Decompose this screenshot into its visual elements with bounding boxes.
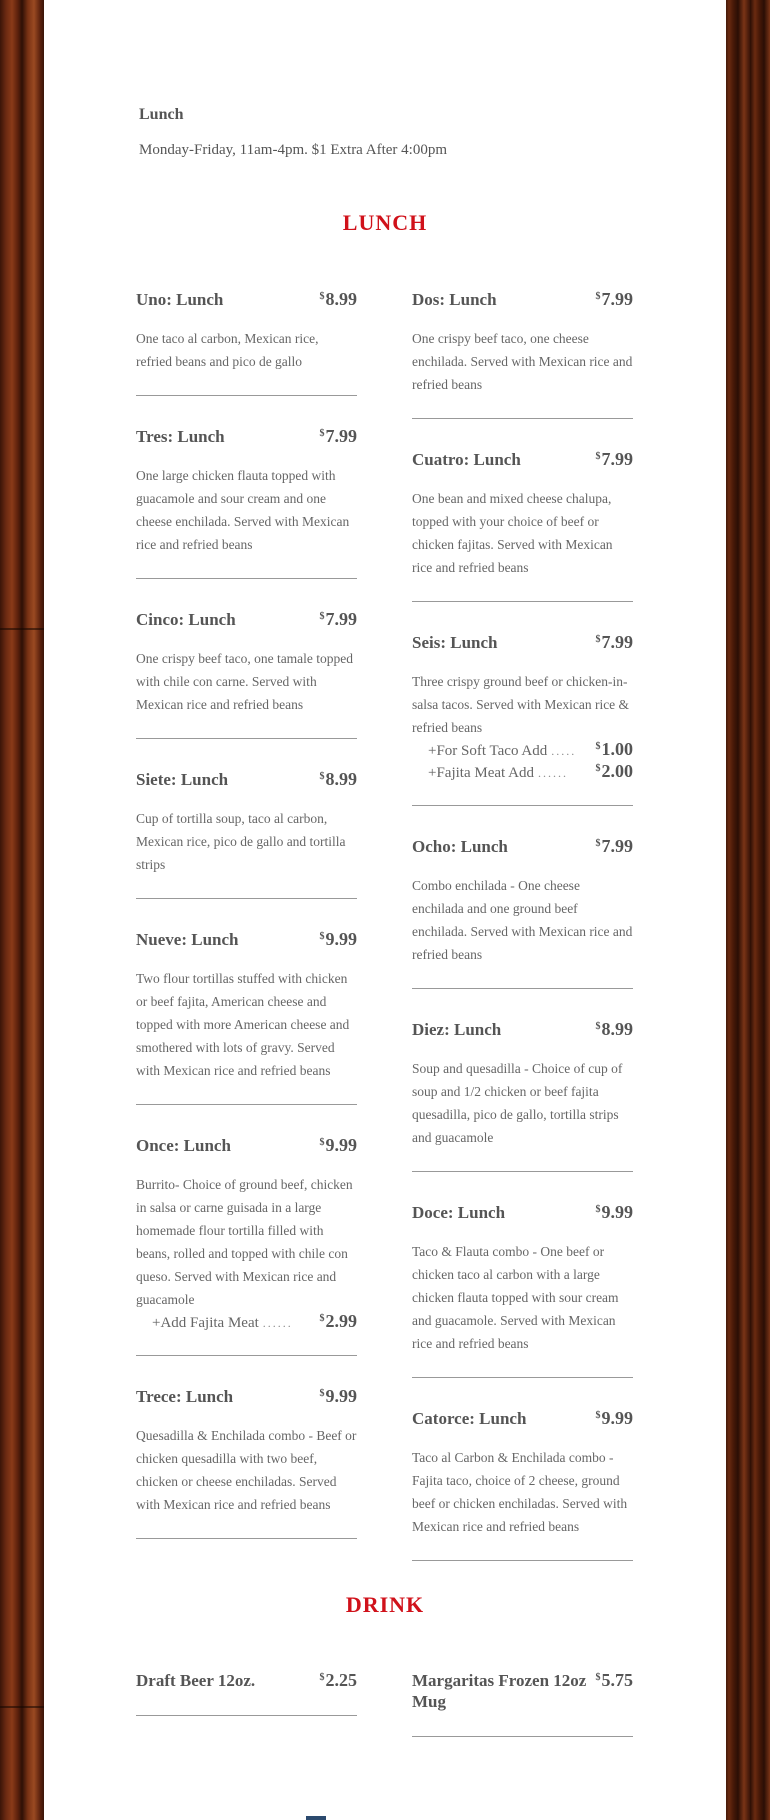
menu-item (136, 609, 357, 739)
item-header (136, 1135, 357, 1156)
item-description: Two flour tortillas stuffed with chicken or beef fajita, American cheese and topped with more American cheese and smothered with lots of gravy. Served with Mexican rice and refried beans (136, 971, 350, 1078)
currency-symbol: $ (595, 634, 601, 645)
menu-item (412, 449, 633, 602)
price-value: 5.75 (601, 1670, 633, 1690)
item-header (412, 1202, 633, 1223)
currency-symbol: $ (319, 1313, 325, 1324)
item-description: Three crispy ground beef or chicken-in-salsa tacos. Served with Mexican rice & refried beans (412, 674, 630, 735)
item-name: Nueve: Lunch (136, 930, 239, 949)
menu-item (412, 1202, 633, 1378)
currency-symbol: $ (319, 1388, 325, 1399)
item-header (136, 426, 357, 447)
item-name: Cinco: Lunch (136, 610, 236, 629)
item-price (320, 1670, 358, 1691)
currency-symbol: $ (595, 451, 601, 462)
item-price (596, 449, 634, 470)
item-name: Diez: Lunch (412, 1020, 502, 1039)
menu-item (136, 289, 357, 396)
price-value: 7.99 (325, 426, 357, 446)
price-value: 7.99 (325, 609, 357, 629)
lunch-column-left (136, 289, 357, 1569)
addon-label: +Fajita Meat Add (428, 765, 534, 781)
item-name: Dos: Lunch (412, 290, 497, 309)
wood-background-right (724, 0, 770, 1820)
currency-symbol: $ (595, 291, 601, 302)
item-description: One bean and mixed cheese chalupa, topped with your choice of beef or chicken fajitas. Served with Mexican rice and refried beans (412, 491, 613, 575)
price-value: 1.00 (601, 739, 633, 759)
currency-symbol: $ (319, 1137, 325, 1148)
item-price (320, 769, 358, 790)
price-value: 9.99 (325, 1386, 357, 1406)
menu-item (412, 289, 633, 419)
currency-symbol: $ (595, 1021, 601, 1032)
drink-column-right (412, 1670, 633, 1737)
item-header (412, 1670, 633, 1712)
price-value: 7.99 (601, 836, 633, 856)
drink-column-left (136, 1670, 357, 1716)
price-value: 9.99 (325, 1135, 357, 1155)
section-title-drink: DRINK (345, 1592, 425, 1617)
menu-item (412, 1408, 633, 1561)
currency-symbol: $ (595, 741, 601, 752)
menu-page (44, 0, 726, 1820)
item-description: One large chicken flauta topped with guacamole and sour cream and one cheese enchilada. Served with Mexican rice and refried beans (136, 468, 350, 552)
item-header (136, 1670, 357, 1691)
price-value: 7.99 (601, 632, 633, 652)
item-header (136, 609, 357, 630)
price-value: 8.99 (601, 1019, 633, 1039)
item-description: Taco al Carbon & Enchilada combo - Fajita taco, choice of 2 cheese, ground beef or chicken enchiladas. Served with Mexican rice and refried beans (412, 1450, 628, 1534)
item-description: One crispy beef taco, one tamale topped with chile con carne. Served with Mexican rice and refried beans (136, 651, 354, 712)
addon-row (412, 761, 633, 783)
item-description: Quesadilla & Enchilada combo - Beef or chicken quesadilla with two beef, chicken or cheese enchiladas. Served with Mexican rice and refried beans (136, 1428, 357, 1512)
item-name: Margaritas Frozen 12oz Mug (412, 1671, 587, 1711)
addon-dots: ...... (537, 766, 568, 780)
lunch-column-right (412, 289, 633, 1591)
currency-symbol: $ (319, 611, 325, 622)
item-name: Trece: Lunch (136, 1387, 234, 1406)
menu-item (136, 929, 357, 1105)
item-description: One crispy beef taco, one cheese enchilada. Served with Mexican rice and refried beans (412, 331, 633, 392)
price-value: 8.99 (325, 769, 357, 789)
price-value: 2.99 (325, 1311, 357, 1331)
item-header (136, 289, 357, 310)
item-name: Uno: Lunch (136, 290, 224, 309)
menu-title: Lunch (139, 106, 184, 123)
item-description: Burrito- Choice of ground beef, chicken in salsa or carne guisada in a large homemade flour tortilla filled with beans, rolled and topped with chile con queso. Served with Mexican rice and guacamole (136, 1177, 353, 1307)
item-header (136, 769, 357, 790)
menu-item (136, 1670, 357, 1716)
currency-symbol: $ (319, 931, 325, 942)
item-price (596, 761, 634, 782)
item-header (136, 929, 357, 950)
price-value: 2.00 (601, 761, 633, 781)
item-price (596, 1202, 634, 1223)
addon-dots: ..... (551, 744, 577, 758)
social-icon[interactable] (306, 1816, 326, 1820)
menu-header (139, 106, 447, 159)
addon-row (136, 1311, 357, 1333)
currency-symbol: $ (595, 1672, 601, 1683)
price-value: 7.99 (601, 289, 633, 309)
item-description: Combo enchilada - One cheese enchilada and one ground beef enchilada. Served with Mexican rice and refried beans (412, 878, 633, 962)
addon-label: +For Soft Taco Add (428, 743, 548, 759)
menu-item (412, 1670, 633, 1737)
currency-symbol: $ (595, 763, 601, 774)
price-value: 9.99 (601, 1408, 633, 1428)
item-name: Catorce: Lunch (412, 1409, 527, 1428)
item-name: Ocho: Lunch (412, 837, 508, 856)
item-header (136, 1386, 357, 1407)
price-value: 8.99 (325, 289, 357, 309)
currency-symbol: $ (595, 838, 601, 849)
menu-hours: Monday-Friday, 11am-4pm. $1 Extra After 4:00pm (139, 142, 447, 158)
price-value: 9.99 (325, 929, 357, 949)
addon-label: +Add Fajita Meat (152, 1315, 259, 1331)
item-description: One taco al carbon, Mexican rice, refried beans and pico de gallo (136, 331, 319, 369)
menu-item (412, 632, 633, 806)
menu-item (136, 1386, 357, 1539)
menu-item (136, 1135, 357, 1356)
section-title-lunch: LUNCH (342, 210, 428, 235)
item-name: Draft Beer 12oz. (136, 1671, 256, 1690)
item-header (412, 289, 633, 310)
currency-symbol: $ (319, 428, 325, 439)
item-price (596, 1670, 634, 1691)
currency-symbol: $ (595, 1410, 601, 1421)
item-header (412, 632, 633, 653)
item-price (596, 1408, 634, 1429)
item-price (320, 1311, 358, 1332)
item-header (412, 836, 633, 857)
price-value: 9.99 (601, 1202, 633, 1222)
price-value: 7.99 (601, 449, 633, 469)
menu-item (412, 1019, 633, 1172)
currency-symbol: $ (319, 771, 325, 782)
item-price (320, 609, 358, 630)
item-name: Seis: Lunch (412, 633, 498, 652)
currency-symbol: $ (319, 1672, 325, 1683)
item-price (596, 632, 634, 653)
menu-item (136, 769, 357, 899)
item-name: Once: Lunch (136, 1136, 231, 1155)
item-header (412, 1408, 633, 1429)
price-value: 2.25 (325, 1670, 357, 1690)
item-price (596, 1019, 634, 1040)
item-price (596, 289, 634, 310)
item-name: Doce: Lunch (412, 1203, 506, 1222)
item-price (596, 739, 634, 760)
item-price (320, 426, 358, 447)
item-name: Siete: Lunch (136, 770, 229, 789)
currency-symbol: $ (319, 291, 325, 302)
menu-item (412, 836, 633, 989)
addon-dots: ...... (262, 1316, 293, 1330)
item-price (320, 929, 358, 950)
menu-item (136, 426, 357, 579)
item-header (412, 1019, 633, 1040)
item-description: Cup of tortilla soup, taco al carbon, Mexican rice, pico de gallo and tortilla strips (136, 811, 346, 872)
item-price (320, 1386, 358, 1407)
item-description: Soup and quesadilla - Choice of cup of soup and 1/2 chicken or beef fajita quesadilla, pico de gallo, tortilla strips and guacamole (412, 1061, 623, 1145)
item-name: Cuatro: Lunch (412, 450, 521, 469)
item-price (596, 836, 634, 857)
addon-row (412, 739, 633, 761)
item-price (320, 1135, 358, 1156)
item-name: Tres: Lunch (136, 427, 225, 446)
item-header (412, 449, 633, 470)
item-price (320, 289, 358, 310)
currency-symbol: $ (595, 1204, 601, 1215)
item-description: Taco & Flauta combo - One beef or chicken taco al carbon with a large chicken flauta topped with sour cream and guacamole. Served with Mexican rice and refried beans (412, 1244, 619, 1351)
